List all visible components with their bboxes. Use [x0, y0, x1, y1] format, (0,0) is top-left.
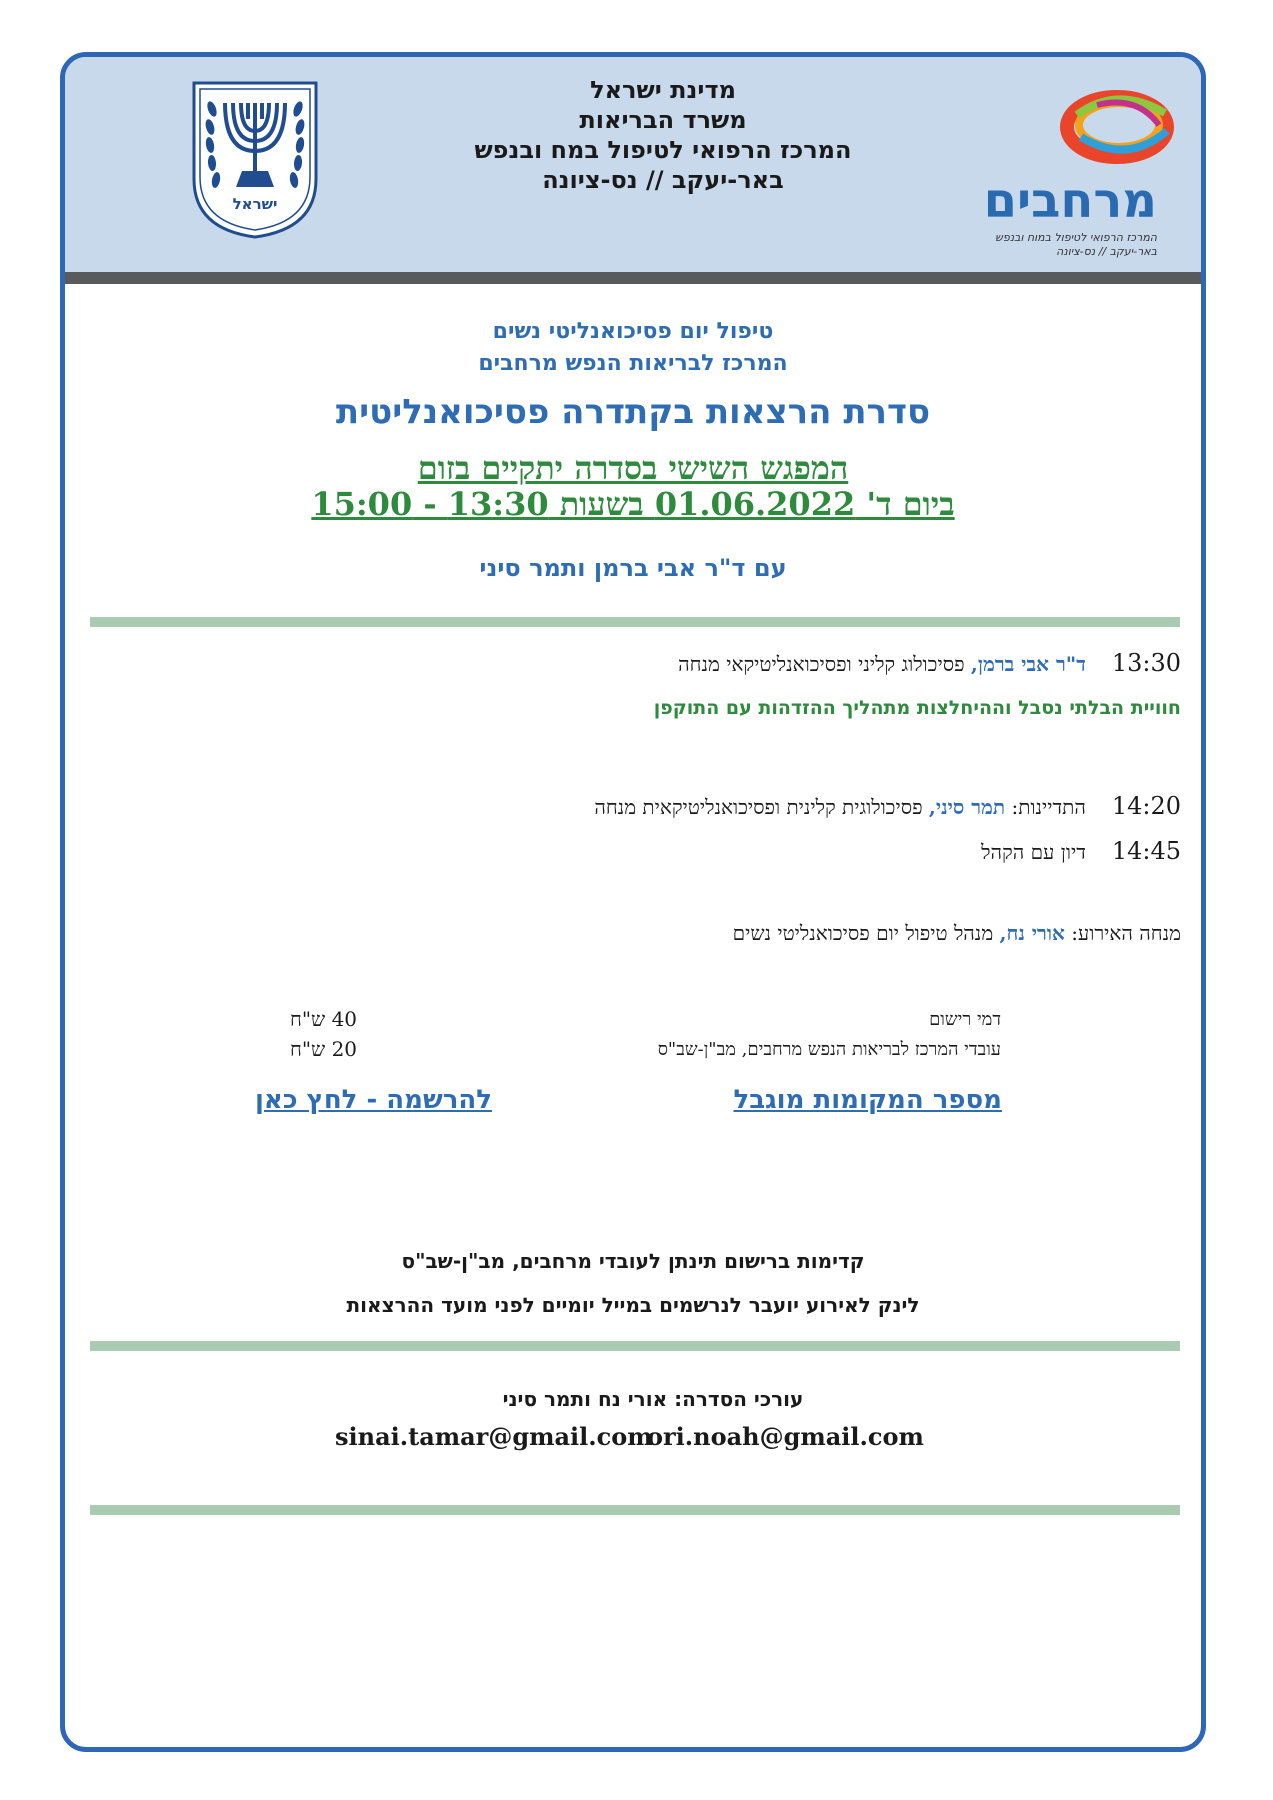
schedule-time-1: 13:30: [1111, 649, 1181, 677]
gov-line-center: המרכז הרפואי לטיפול במח ובנפש: [474, 136, 852, 164]
schedule-item-3: [981, 837, 1181, 865]
logo-name: מרחבים: [983, 173, 1157, 229]
header-band: [65, 57, 1201, 272]
logo-sub-line2: באר-יעקב // נס-ציונה: [1056, 245, 1157, 258]
editors-label: עורכי הסדרה: אורי נח ותמר סיני: [502, 1387, 804, 1411]
fee-staff-label: עובדי המרכז לבריאות הנפש מרחבים, מב"ן-שב"ס: [657, 1039, 1001, 1060]
divider-rule-1: [90, 617, 1180, 627]
header-divider: [65, 272, 1201, 284]
speaker-desc-2: פסיכולוגית קלינית ופסיכואנליטיקאית מנחה: [594, 795, 923, 819]
schedule-item-1: [678, 649, 1181, 677]
org-line-1: טיפול יום פסיכואנליטי נשים: [492, 319, 774, 344]
email-sinai[interactable]: sinai.tamar@gmail.com: [335, 1422, 653, 1451]
email-noah[interactable]: ori.noah@gmail.com: [647, 1422, 924, 1451]
emblem-text: ישראל: [232, 195, 278, 213]
register-link[interactable]: להרשמה - לחץ כאן: [255, 1085, 492, 1115]
event-host: [733, 921, 1181, 946]
gov-line-location: באר-יעקב // נס-ציונה: [542, 166, 784, 194]
logo-swirl-icon: [1047, 85, 1177, 175]
discussion-prefix: התדיינות:: [1011, 795, 1086, 819]
gov-line-state: מדינת ישראל: [590, 76, 736, 104]
date-line: ביום ד' 01.06.2022 בשעות 13:30 - 15:00: [311, 485, 955, 523]
schedule-time-2: 14:20: [1111, 792, 1181, 820]
limited-seats-link[interactable]: מספר המקומות מוגבל: [733, 1085, 1002, 1115]
host-name: אורי נח,: [999, 921, 1065, 945]
speaker-desc-1: פסיכולוג קליני ופסיכואנליטיקאי מנחה: [678, 652, 965, 676]
divider-rule-2: [90, 1341, 1180, 1351]
logo-subtitle: [995, 231, 1157, 259]
link-note: לינק לאירוע יועבר לנרשמים במייל יומיים לפני מועד ההרצאות: [346, 1293, 920, 1317]
fee-staff-value: 20 ש"ח: [290, 1037, 358, 1061]
fee-general-label: דמי רישום: [929, 1009, 1001, 1030]
logo-sub-line1: המרכז הרפואי לטיפול במוח ובנפש: [995, 231, 1157, 244]
speaker-name-2: תמר סיני,: [928, 795, 1006, 819]
series-title: סדרת הרצאות בקתדרה פסיכואנליטית: [335, 392, 931, 432]
host-prefix: מנחה האירוע:: [1071, 921, 1181, 945]
host-desc: מנהל טיפול יום פסיכואנליטי נשים: [732, 921, 994, 945]
fee-general-value: 40 ש"ח: [290, 1007, 358, 1031]
priority-note: קדימות ברישום תינתן לעובדי מרחבים, מב"ן-שב"ס: [401, 1249, 865, 1273]
divider-rule-3: [90, 1505, 1180, 1515]
speaker-name-1: ד"ר אבי ברמן,: [970, 652, 1086, 676]
lecture-title: חוויית הבלתי נסבל וההיחלצות מתהליך ההזדהות עם התוקפן: [653, 697, 1181, 719]
schedule-desc-3: דיון עם הקהל: [981, 840, 1086, 864]
page-frame: [60, 52, 1206, 1752]
speakers-line: עם ד"ר אבי ברמן ותמר סיני: [479, 554, 787, 582]
org-line-2: המרכז לבריאות הנפש מרחבים: [478, 351, 788, 376]
meeting-line: המפגש השישי בסדרה יתקיים בזום: [417, 449, 849, 487]
merhavim-logo: [927, 85, 1177, 258]
schedule-item-2: [594, 792, 1181, 820]
gov-line-ministry: משרד הבריאות: [579, 106, 747, 134]
schedule-time-3: 14:45: [1111, 837, 1181, 865]
